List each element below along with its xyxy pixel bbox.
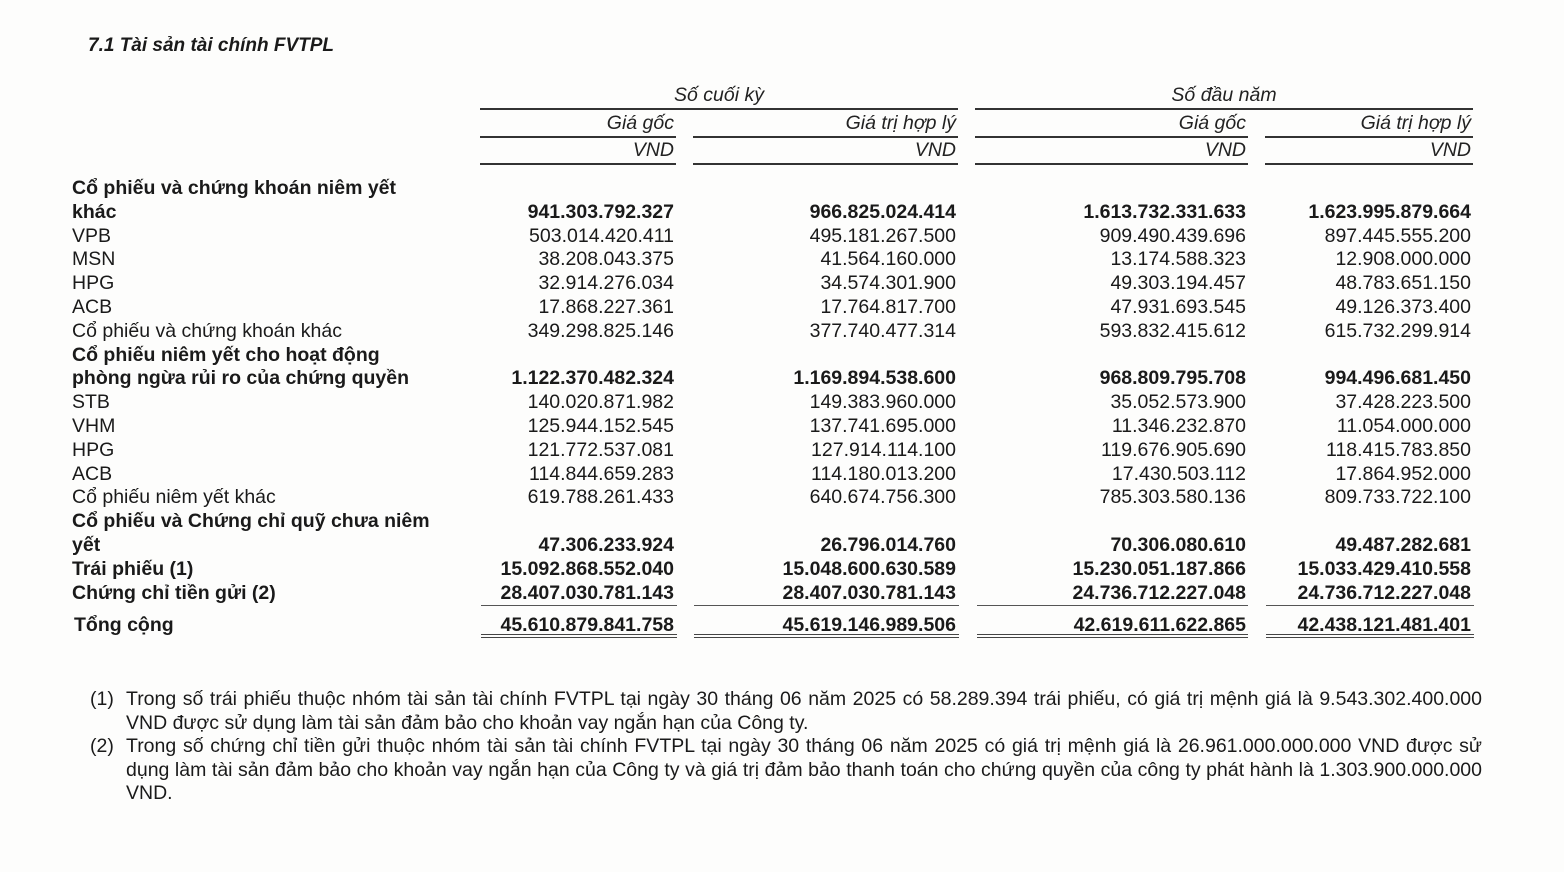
cell-fair-value-begin: 809.733.722.100	[1324, 486, 1471, 509]
footnotes	[90, 688, 1482, 806]
total-double-rule-4	[1266, 634, 1474, 638]
header-currency-1: VND	[632, 139, 674, 161]
cell-fair-value-begin: 1.623.995.879.664	[1308, 200, 1471, 223]
header-rule-group-end	[480, 108, 958, 110]
table-row	[0, 343, 1564, 367]
cell-fair-value-begin: 37.428.223.500	[1335, 391, 1471, 414]
cell-fair-value-end: 127.914.114.100	[811, 438, 956, 461]
table-row	[0, 319, 1564, 343]
total-top-rule-4	[1266, 605, 1474, 606]
row-label: Cổ phiếu niêm yết khác	[72, 486, 276, 509]
table-row	[0, 390, 1564, 414]
cell-cost-begin: 47.931.693.545	[1110, 296, 1246, 318]
table-row	[0, 366, 1564, 390]
row-label: khác	[72, 200, 117, 223]
total-cost-end: 45.610.879.841.758	[500, 614, 674, 636]
currency-rule-2	[693, 163, 958, 165]
table-row	[0, 509, 1564, 533]
total-cost-begin: 42.619.611.622.865	[1073, 614, 1246, 636]
cell-cost-begin: 968.809.795.708	[1099, 367, 1246, 390]
table-row	[0, 485, 1564, 509]
cell-cost-end: 125.944.152.545	[527, 415, 674, 437]
total-top-rule-3	[977, 605, 1248, 606]
total-double-rule-1	[481, 634, 677, 638]
table-row	[0, 438, 1564, 462]
cell-fair-value-end: 41.564.160.000	[820, 248, 956, 271]
table-row	[0, 200, 1564, 224]
footnote-1	[90, 688, 1482, 735]
cell-fair-value-end: 15.048.600.630.589	[782, 557, 956, 580]
cell-fair-value-end: 640.674.756.300	[809, 486, 956, 509]
currency-rule-1	[480, 163, 676, 165]
row-label: phòng ngừa rủi ro của chứng quyền	[72, 367, 409, 390]
cell-fair-value-end: 28.407.030.781.143	[782, 581, 956, 604]
cell-fair-value-begin: 118.415.783.850	[1326, 438, 1471, 461]
cell-cost-begin: 49.303.194.457	[1110, 272, 1246, 295]
header-currency-2: VND	[914, 139, 956, 161]
cell-fair-value-end: 17.764.817.700	[820, 296, 956, 318]
total-fair-value-begin: 42.438.121.481.401	[1297, 614, 1471, 636]
row-label: Cổ phiếu và Chứng chỉ quỹ chưa niêm	[72, 510, 430, 533]
cell-fair-value-end: 114.180.013.200	[811, 462, 956, 485]
currency-rule-3	[975, 163, 1248, 165]
cell-fair-value-begin: 17.864.952.000	[1335, 462, 1471, 485]
footnote-2	[90, 735, 1482, 806]
row-label: yết	[72, 534, 101, 556]
table-row	[0, 533, 1564, 557]
cell-fair-value-end: 149.383.960.000	[809, 391, 956, 414]
header-cost-begin: Giá gốc	[1178, 112, 1246, 134]
cell-cost-begin: 17.430.503.112	[1111, 462, 1246, 485]
row-label: MSN	[72, 248, 116, 271]
cell-cost-begin: 593.832.415.612	[1099, 319, 1246, 342]
header-group-begin: Số đầu năm	[1171, 84, 1277, 106]
header-currency-4: VND	[1429, 139, 1471, 161]
cell-fair-value-begin: 48.783.651.150	[1335, 272, 1471, 295]
cell-cost-end: 17.868.227.361	[538, 296, 674, 318]
table-row	[0, 462, 1564, 486]
cell-cost-begin: 11.346.232.870	[1111, 415, 1246, 437]
cell-cost-end: 15.092.868.552.040	[500, 557, 674, 580]
cell-fair-value-end: 377.740.477.314	[809, 319, 956, 342]
cell-cost-begin: 15.230.051.187.866	[1072, 557, 1246, 580]
table-row	[0, 557, 1564, 581]
header-cost-end: Giá gốc	[606, 112, 674, 134]
cell-cost-end: 38.208.043.375	[538, 248, 674, 271]
cell-cost-end: 503.014.420.411	[529, 224, 674, 247]
currency-rule-4	[1265, 163, 1473, 165]
header-group-end: Số cuối kỳ	[674, 84, 764, 106]
cell-fair-value-begin: 994.496.681.450	[1324, 367, 1471, 390]
cell-cost-begin: 13.174.588.323	[1110, 248, 1246, 271]
cell-fair-value-begin: 897.445.555.200	[1324, 224, 1471, 247]
footnote-number: (2)	[90, 735, 114, 757]
cell-cost-end: 1.122.370.482.324	[511, 367, 674, 390]
cell-cost-begin: 785.303.580.136	[1099, 486, 1246, 509]
table-row	[0, 581, 1564, 605]
cell-cost-begin: 909.490.439.696	[1099, 224, 1246, 247]
total-double-rule-3	[977, 634, 1248, 638]
row-label: Cổ phiếu niêm yết cho hoạt động	[72, 343, 380, 366]
cell-cost-begin: 24.736.712.227.048	[1072, 581, 1246, 604]
header-fair-value-end: Giá trị hợp lý	[845, 112, 956, 134]
cell-fair-value-end: 34.574.301.900	[820, 272, 956, 295]
row-label: Cổ phiếu và chứng khoán khác	[72, 319, 342, 342]
cell-fair-value-end: 1.169.894.538.600	[793, 367, 956, 390]
cell-fair-value-begin: 24.736.712.227.048	[1297, 581, 1471, 604]
cell-fair-value-begin: 11.054.000.000	[1336, 415, 1471, 437]
cell-fair-value-begin: 15.033.429.410.558	[1297, 557, 1471, 580]
subheader-rule-4	[1265, 136, 1473, 138]
footnote-text: Trong số chứng chỉ tiền gửi thuộc nhóm tài sản tài chính FVTPL tại ngày 30 tháng 06 năm 2025 có giá trị mệnh giá là 26.961.000.000.000 VND được sử dụng làm tài sản đảm bảo cho khoản vay ngắn hạn của Công ty và giá trị đảm bảo thanh toán cho chứng quyền của công ty phát hành là 1.303.900.000.000 VND.	[126, 735, 1482, 804]
row-label: VPB	[72, 224, 112, 247]
cell-cost-end: 28.407.030.781.143	[500, 581, 674, 604]
cell-cost-begin: 35.052.573.900	[1110, 391, 1246, 414]
cell-cost-end: 941.303.792.327	[527, 200, 674, 223]
total-fair-value-end: 45.619.146.989.506	[782, 614, 956, 636]
table-row	[0, 176, 1564, 200]
total-top-rule-2	[694, 605, 959, 606]
cell-fair-value-end: 966.825.024.414	[809, 200, 956, 223]
row-label: ACB	[72, 462, 113, 485]
cell-cost-end: 619.788.261.433	[527, 486, 674, 509]
cell-cost-begin: 1.613.732.331.633	[1083, 200, 1246, 223]
table-row	[0, 271, 1564, 295]
row-label: VHM	[72, 415, 116, 437]
cell-cost-end: 349.298.825.146	[527, 319, 674, 342]
cell-fair-value-begin: 49.487.282.681	[1335, 534, 1471, 556]
total-top-rule-1	[481, 605, 677, 606]
cell-fair-value-begin: 12.908.000.000	[1335, 248, 1471, 271]
row-label: Cổ phiếu và chứng khoán niêm yết	[72, 177, 397, 199]
row-label: HPG	[72, 438, 115, 461]
cell-cost-end: 121.772.537.081	[527, 438, 674, 461]
row-label: Trái phiếu (1)	[72, 557, 194, 580]
cell-fair-value-begin: 615.732.299.914	[1324, 319, 1471, 342]
row-label: HPG	[72, 272, 115, 295]
section-title: 7.1 Tài sản tài chính FVTPL	[88, 35, 334, 56]
row-label: ACB	[72, 296, 113, 318]
table-row	[0, 414, 1564, 438]
cell-cost-end: 32.914.276.034	[538, 272, 674, 295]
footnote-text: Trong số trái phiếu thuộc nhóm tài sản tài chính FVTPL tại ngày 30 tháng 06 năm 2025 có 58.289.394 trái phiếu, có giá trị mệnh giá là 9.543.302.400.000 VND được sử dụng làm tài sản đảm bảo cho khoản vay ngắn hạn của Công ty.	[126, 688, 1482, 734]
total-label: Tổng cộng	[74, 614, 174, 636]
header-currency-3: VND	[1204, 139, 1246, 161]
cell-cost-end: 140.020.871.982	[527, 391, 674, 414]
cell-fair-value-end: 137.741.695.000	[809, 415, 956, 437]
cell-cost-begin: 119.676.905.690	[1101, 438, 1246, 461]
cell-cost-begin: 70.306.080.610	[1110, 534, 1246, 556]
cell-cost-end: 114.844.659.283	[529, 462, 674, 485]
table-row	[0, 224, 1564, 248]
row-label: STB	[72, 391, 110, 414]
total-double-rule-2	[694, 634, 959, 638]
subheader-rule-2	[693, 136, 958, 138]
subheader-rule-1	[480, 136, 676, 138]
subheader-rule-3	[975, 136, 1248, 138]
cell-fair-value-end: 26.796.014.760	[820, 534, 956, 556]
header-rule-group-begin	[975, 108, 1473, 110]
cell-cost-end: 47.306.233.924	[538, 534, 674, 556]
table-row	[0, 295, 1564, 319]
header-fair-value-begin: Giá trị hợp lý	[1360, 112, 1471, 134]
cell-fair-value-end: 495.181.267.500	[809, 224, 956, 247]
footnote-number: (1)	[90, 688, 114, 710]
cell-fair-value-begin: 49.126.373.400	[1335, 296, 1471, 318]
row-label: Chứng chỉ tiền gửi (2)	[72, 581, 276, 604]
table-row	[0, 247, 1564, 271]
